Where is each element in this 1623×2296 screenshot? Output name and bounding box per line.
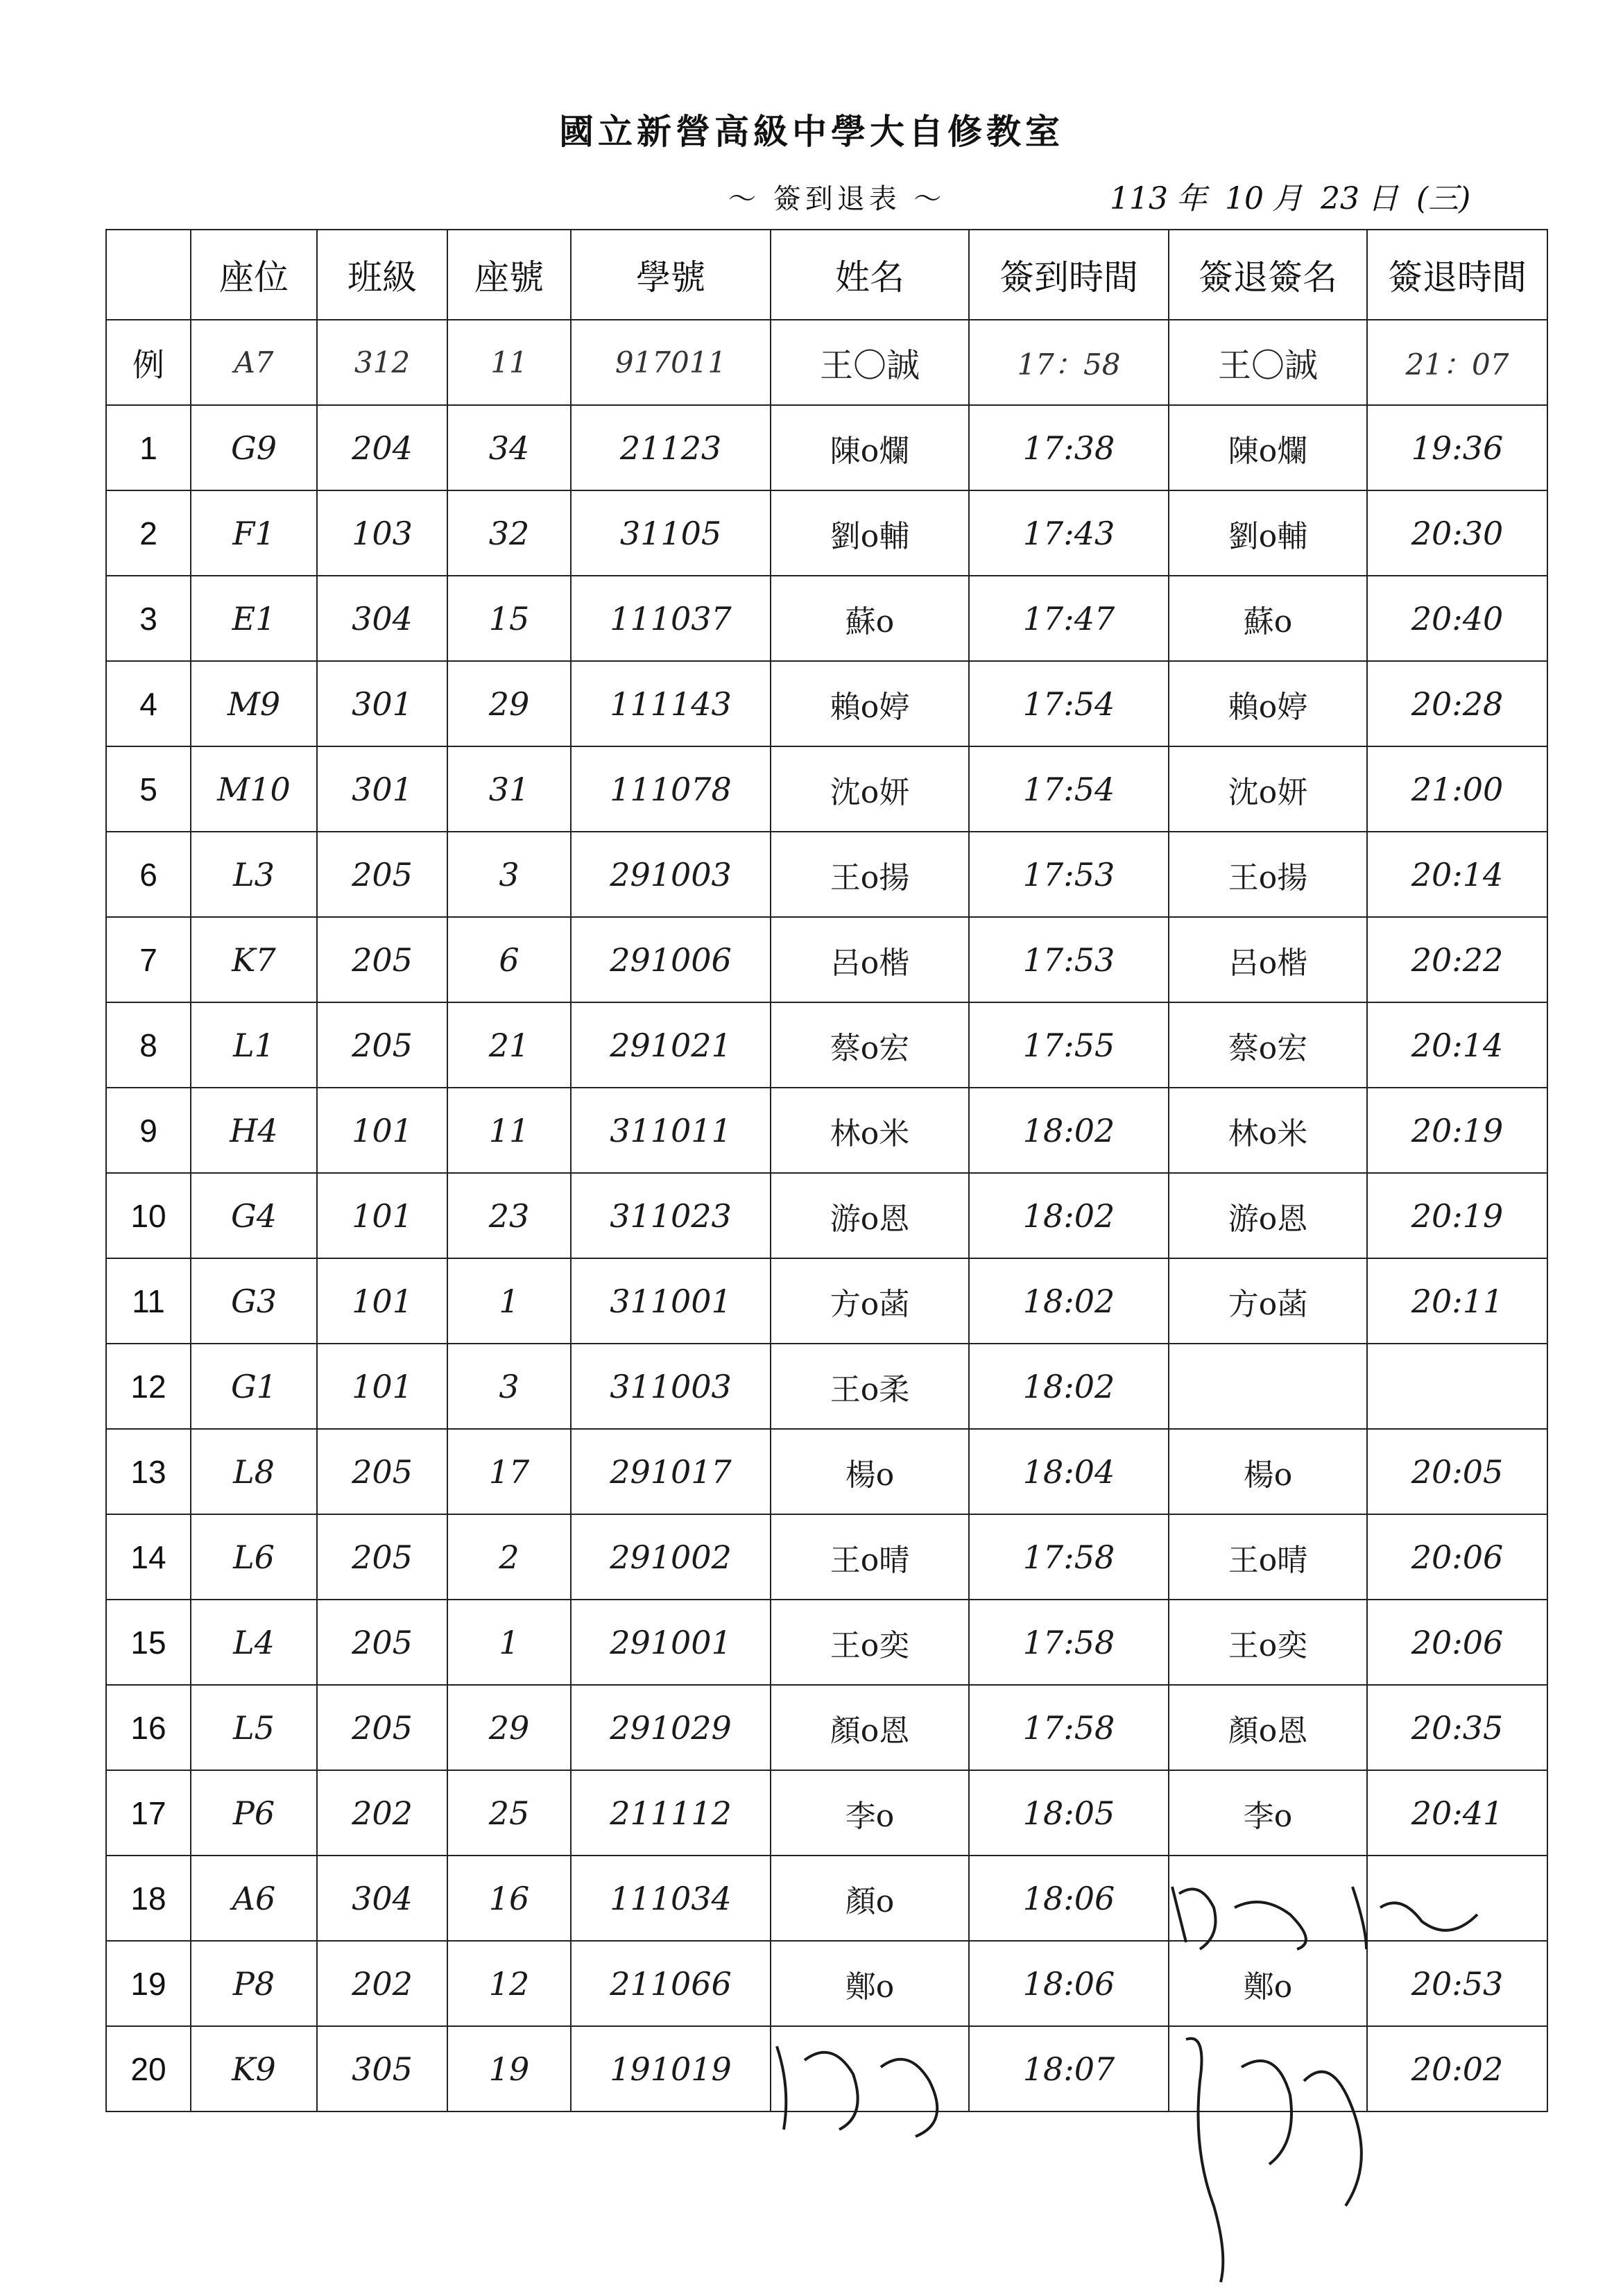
row-checkout-time: 20:28 (1367, 661, 1547, 746)
example-checkout: 21：07 (1367, 320, 1547, 405)
date-month: 10 (1224, 181, 1264, 216)
row-student-id: 311023 (571, 1173, 771, 1258)
row-checkout-time (1367, 1344, 1547, 1429)
row-name: 王o晴 (771, 1514, 969, 1600)
date-day-unit: 日 (1367, 181, 1398, 216)
row-class: 205 (317, 1600, 447, 1685)
row-checkout-time: 20:02 (1367, 2026, 1547, 2111)
row-seat: K9 (191, 2026, 317, 2111)
row-checkout-time: 21:00 (1367, 746, 1547, 832)
row-class: 304 (317, 576, 447, 661)
row-seat: L6 (191, 1514, 317, 1600)
row-number: 12 (106, 1344, 191, 1429)
row-checkin-time: 17:58 (969, 1514, 1169, 1600)
row-name: 王o揚 (771, 832, 969, 917)
row-signout-name: 游o恩 (1169, 1173, 1367, 1258)
header-cell: 班級 (317, 230, 447, 320)
row-class: 202 (317, 1770, 447, 1856)
row-student-id: 311001 (571, 1258, 771, 1344)
row-checkin-time: 17:54 (969, 746, 1169, 832)
row-student-id: 191019 (571, 2026, 771, 2111)
row-signout-name: 王o晴 (1169, 1514, 1367, 1600)
row-seat: M10 (191, 746, 317, 832)
table-row (106, 917, 1547, 1002)
date-weekday: (三) (1416, 181, 1471, 216)
row-student-id: 291003 (571, 832, 771, 917)
example-number: 11 (447, 320, 571, 405)
row-seat-number: 32 (447, 490, 571, 576)
row-student-id: 111078 (571, 746, 771, 832)
row-checkout-time: 20:53 (1367, 1941, 1547, 2026)
table-row (106, 746, 1547, 832)
row-name: 陳o爛 (771, 405, 969, 490)
row-checkout-time: 20:35 (1367, 1685, 1547, 1770)
row-class: 204 (317, 405, 447, 490)
row-seat-number: 23 (447, 1173, 571, 1258)
example-seat: A7 (191, 320, 317, 405)
row-seat-number: 6 (447, 917, 571, 1002)
row-seat: L1 (191, 1002, 317, 1088)
row-checkin-time: 17:38 (969, 405, 1169, 490)
row-seat: A6 (191, 1856, 317, 1941)
page-title: 國立新營高級中學大自修教室 (559, 111, 1064, 152)
example-label: 例 (106, 320, 191, 405)
row-class: 301 (317, 661, 447, 746)
row-seat-number: 34 (447, 405, 571, 490)
row-name: 賴o婷 (771, 661, 969, 746)
signature-scribble-row18 (1158, 1866, 1491, 1963)
row-signout-name: 王o揚 (1169, 832, 1367, 917)
row-name: 王o奕 (771, 1600, 969, 1685)
row-number: 16 (106, 1685, 191, 1770)
table-row (106, 1344, 1547, 1429)
row-signout-name: 楊o (1169, 1429, 1367, 1514)
row-seat-number: 19 (447, 2026, 571, 2111)
row-checkout-time: 20:40 (1367, 576, 1547, 661)
header-cell: 姓名 (771, 230, 969, 320)
row-name: 王o柔 (771, 1344, 969, 1429)
row-student-id: 311003 (571, 1344, 771, 1429)
date-day: 23 (1320, 181, 1359, 216)
row-number: 20 (106, 2026, 191, 2111)
row-student-id: 111037 (571, 576, 771, 661)
row-name: 顏o恩 (771, 1685, 969, 1770)
table-row (106, 1173, 1547, 1258)
row-seat-number: 31 (447, 746, 571, 832)
form-subtitle: 〜 簽到退表 〜 (728, 183, 946, 215)
signature-scribble-row20-signout (1165, 2025, 1394, 2289)
row-seat: F1 (191, 490, 317, 576)
row-checkin-time: 17:58 (969, 1600, 1169, 1685)
row-number: 10 (106, 1173, 191, 1258)
row-checkout-time: 20:06 (1367, 1514, 1547, 1600)
table-row (106, 1514, 1547, 1600)
row-seat-number: 21 (447, 1002, 571, 1088)
header-cell: 簽退簽名 (1169, 230, 1367, 320)
row-checkout-time: 20:30 (1367, 490, 1547, 576)
row-number: 9 (106, 1088, 191, 1173)
row-seat-number: 1 (447, 1600, 571, 1685)
header-row (106, 230, 1547, 320)
row-seat-number: 29 (447, 1685, 571, 1770)
row-checkin-time: 17:53 (969, 917, 1169, 1002)
row-signout-name: 蔡o宏 (1169, 1002, 1367, 1088)
row-seat: L4 (191, 1600, 317, 1685)
row-checkin-time: 17:54 (969, 661, 1169, 746)
row-checkin-time: 17:58 (969, 1685, 1169, 1770)
row-seat: G4 (191, 1173, 317, 1258)
row-class: 101 (317, 1344, 447, 1429)
row-seat: M9 (191, 661, 317, 746)
row-student-id: 211112 (571, 1770, 771, 1856)
row-seat-number: 11 (447, 1088, 571, 1173)
row-signout-name: 鄭o (1169, 1941, 1367, 2026)
row-seat-number: 29 (447, 661, 571, 746)
row-name: 游o恩 (771, 1173, 969, 1258)
row-checkout-time: 20:41 (1367, 1770, 1547, 1856)
row-name: 林o米 (771, 1088, 969, 1173)
row-number: 14 (106, 1514, 191, 1600)
row-class: 101 (317, 1258, 447, 1344)
row-number: 17 (106, 1770, 191, 1856)
row-name: 蔡o宏 (771, 1002, 969, 1088)
row-signout-name: 林o米 (1169, 1088, 1367, 1173)
row-checkout-time: 20:19 (1367, 1088, 1547, 1173)
row-signout-name: 劉o輔 (1169, 490, 1367, 576)
row-seat: H4 (191, 1088, 317, 1173)
header-cell: 座號 (447, 230, 571, 320)
header-cell (106, 230, 191, 320)
row-student-id: 111143 (571, 661, 771, 746)
row-student-id: 111034 (571, 1856, 771, 1941)
row-checkin-time: 17:55 (969, 1002, 1169, 1088)
row-checkin-time: 17:43 (969, 490, 1169, 576)
row-checkin-time: 18:06 (969, 1941, 1169, 2026)
row-seat-number: 15 (447, 576, 571, 661)
table-row (106, 1429, 1547, 1514)
row-number: 5 (106, 746, 191, 832)
row-signout-name: 李o (1169, 1770, 1367, 1856)
row-class: 205 (317, 832, 447, 917)
row-checkout-time: 20:14 (1367, 1002, 1547, 1088)
row-seat-number: 1 (447, 1258, 571, 1344)
signin-table (105, 229, 1548, 2112)
row-signout-name: 蘇o (1169, 576, 1367, 661)
row-seat: P6 (191, 1770, 317, 1856)
row-seat: E1 (191, 576, 317, 661)
row-seat-number: 12 (447, 1941, 571, 2026)
row-class: 205 (317, 1685, 447, 1770)
row-student-id: 211066 (571, 1941, 771, 2026)
date-month-unit: 月 (1271, 181, 1303, 216)
row-checkin-time: 18:02 (969, 1173, 1169, 1258)
table-row (106, 405, 1547, 490)
row-class: 202 (317, 1941, 447, 2026)
row-seat-number: 17 (447, 1429, 571, 1514)
row-student-id: 291001 (571, 1600, 771, 1685)
row-student-id: 21123 (571, 405, 771, 490)
row-student-id: 291029 (571, 1685, 771, 1770)
header-cell: 簽退時間 (1367, 230, 1547, 320)
row-class: 205 (317, 917, 447, 1002)
row-seat: L5 (191, 1685, 317, 1770)
row-signout-name: 陳o爛 (1169, 405, 1367, 490)
row-name: 呂o楷 (771, 917, 969, 1002)
row-number: 18 (106, 1856, 191, 1941)
row-student-id: 291006 (571, 917, 771, 1002)
row-number: 6 (106, 832, 191, 917)
example-signout-name: 王〇誠 (1169, 320, 1367, 405)
row-name: 楊o (771, 1429, 969, 1514)
table-row (106, 576, 1547, 661)
row-seat-number: 3 (447, 1344, 571, 1429)
row-checkout-time: 20:06 (1367, 1600, 1547, 1685)
table-row (106, 490, 1547, 576)
row-student-id: 311011 (571, 1088, 771, 1173)
example-checkin: 17：58 (969, 320, 1169, 405)
row-checkout-time: 20:05 (1367, 1429, 1547, 1514)
row-class: 205 (317, 1429, 447, 1514)
form-date (1110, 173, 1479, 218)
table-row (106, 832, 1547, 917)
row-number: 19 (106, 1941, 191, 2026)
row-checkout-time: 20:22 (1367, 917, 1547, 1002)
table-row (106, 1770, 1547, 1856)
row-signout-name (1169, 1344, 1367, 1429)
row-seat: L8 (191, 1429, 317, 1514)
row-number: 13 (106, 1429, 191, 1514)
row-checkout-time: 20:11 (1367, 1258, 1547, 1344)
row-number: 15 (106, 1600, 191, 1685)
row-seat-number: 25 (447, 1770, 571, 1856)
row-checkin-time: 18:04 (969, 1429, 1169, 1514)
row-student-id: 291021 (571, 1002, 771, 1088)
row-class: 205 (317, 1514, 447, 1600)
row-seat: P8 (191, 1941, 317, 2026)
row-number: 4 (106, 661, 191, 746)
table-row (106, 1002, 1547, 1088)
row-signout-name: 王o奕 (1169, 1600, 1367, 1685)
row-class: 205 (317, 1002, 447, 1088)
table-row (106, 1258, 1547, 1344)
row-number: 3 (106, 576, 191, 661)
header-cell: 學號 (571, 230, 771, 320)
table-row (106, 1600, 1547, 1685)
example-student-id: 917011 (571, 320, 771, 405)
row-number: 8 (106, 1002, 191, 1088)
header-cell: 座位 (191, 230, 317, 320)
row-seat: G9 (191, 405, 317, 490)
date-year: 113 (1110, 181, 1168, 216)
row-seat-number: 3 (447, 832, 571, 917)
row-checkin-time: 17:53 (969, 832, 1169, 917)
row-checkout-time: 19:36 (1367, 405, 1547, 490)
table-row (106, 661, 1547, 746)
row-student-id: 291017 (571, 1429, 771, 1514)
table-row (106, 1685, 1547, 1770)
row-name: 李o (771, 1770, 969, 1856)
row-student-id: 31105 (571, 490, 771, 576)
row-signout-name: 方o菡 (1169, 1258, 1367, 1344)
row-seat-number: 2 (447, 1514, 571, 1600)
row-signout-name: 呂o楷 (1169, 917, 1367, 1002)
table-row (106, 1088, 1547, 1173)
row-class: 103 (317, 490, 447, 576)
row-seat: L3 (191, 832, 317, 917)
row-seat: K7 (191, 917, 317, 1002)
signature-scribble-row20-name (763, 2032, 971, 2143)
row-name: 沈o妍 (771, 746, 969, 832)
row-seat: G3 (191, 1258, 317, 1344)
row-seat-number: 16 (447, 1856, 571, 1941)
example-row (106, 320, 1547, 405)
row-number: 11 (106, 1258, 191, 1344)
row-checkin-time: 18:02 (969, 1088, 1169, 1173)
row-checkin-time: 18:02 (969, 1258, 1169, 1344)
row-checkin-time: 17:47 (969, 576, 1169, 661)
row-checkin-time: 18:02 (969, 1344, 1169, 1429)
row-class: 301 (317, 746, 447, 832)
example-name: 王〇誠 (771, 320, 969, 405)
row-name: 方o菡 (771, 1258, 969, 1344)
row-name: 劉o輔 (771, 490, 969, 576)
header-cell: 簽到時間 (969, 230, 1169, 320)
row-number: 7 (106, 917, 191, 1002)
row-class: 305 (317, 2026, 447, 2111)
row-checkin-time: 18:05 (969, 1770, 1169, 1856)
row-class: 101 (317, 1088, 447, 1173)
row-name: 顏o (771, 1856, 969, 1941)
date-year-unit: 年 (1176, 181, 1207, 216)
row-checkout-time: 20:19 (1367, 1173, 1547, 1258)
row-student-id: 291002 (571, 1514, 771, 1600)
row-signout-name: 沈o妍 (1169, 746, 1367, 832)
row-checkin-time: 18:06 (969, 1856, 1169, 1941)
row-number: 2 (106, 490, 191, 576)
row-checkout-time: 20:14 (1367, 832, 1547, 917)
row-number: 1 (106, 405, 191, 490)
row-class: 101 (317, 1173, 447, 1258)
row-checkin-time: 18:07 (969, 2026, 1169, 2111)
row-name: 蘇o (771, 576, 969, 661)
row-signout-name: 顏o恩 (1169, 1685, 1367, 1770)
row-signout-name: 賴o婷 (1169, 661, 1367, 746)
row-name: 鄭o (771, 1941, 969, 2026)
row-seat: G1 (191, 1344, 317, 1429)
example-class: 312 (317, 320, 447, 405)
row-class: 304 (317, 1856, 447, 1941)
